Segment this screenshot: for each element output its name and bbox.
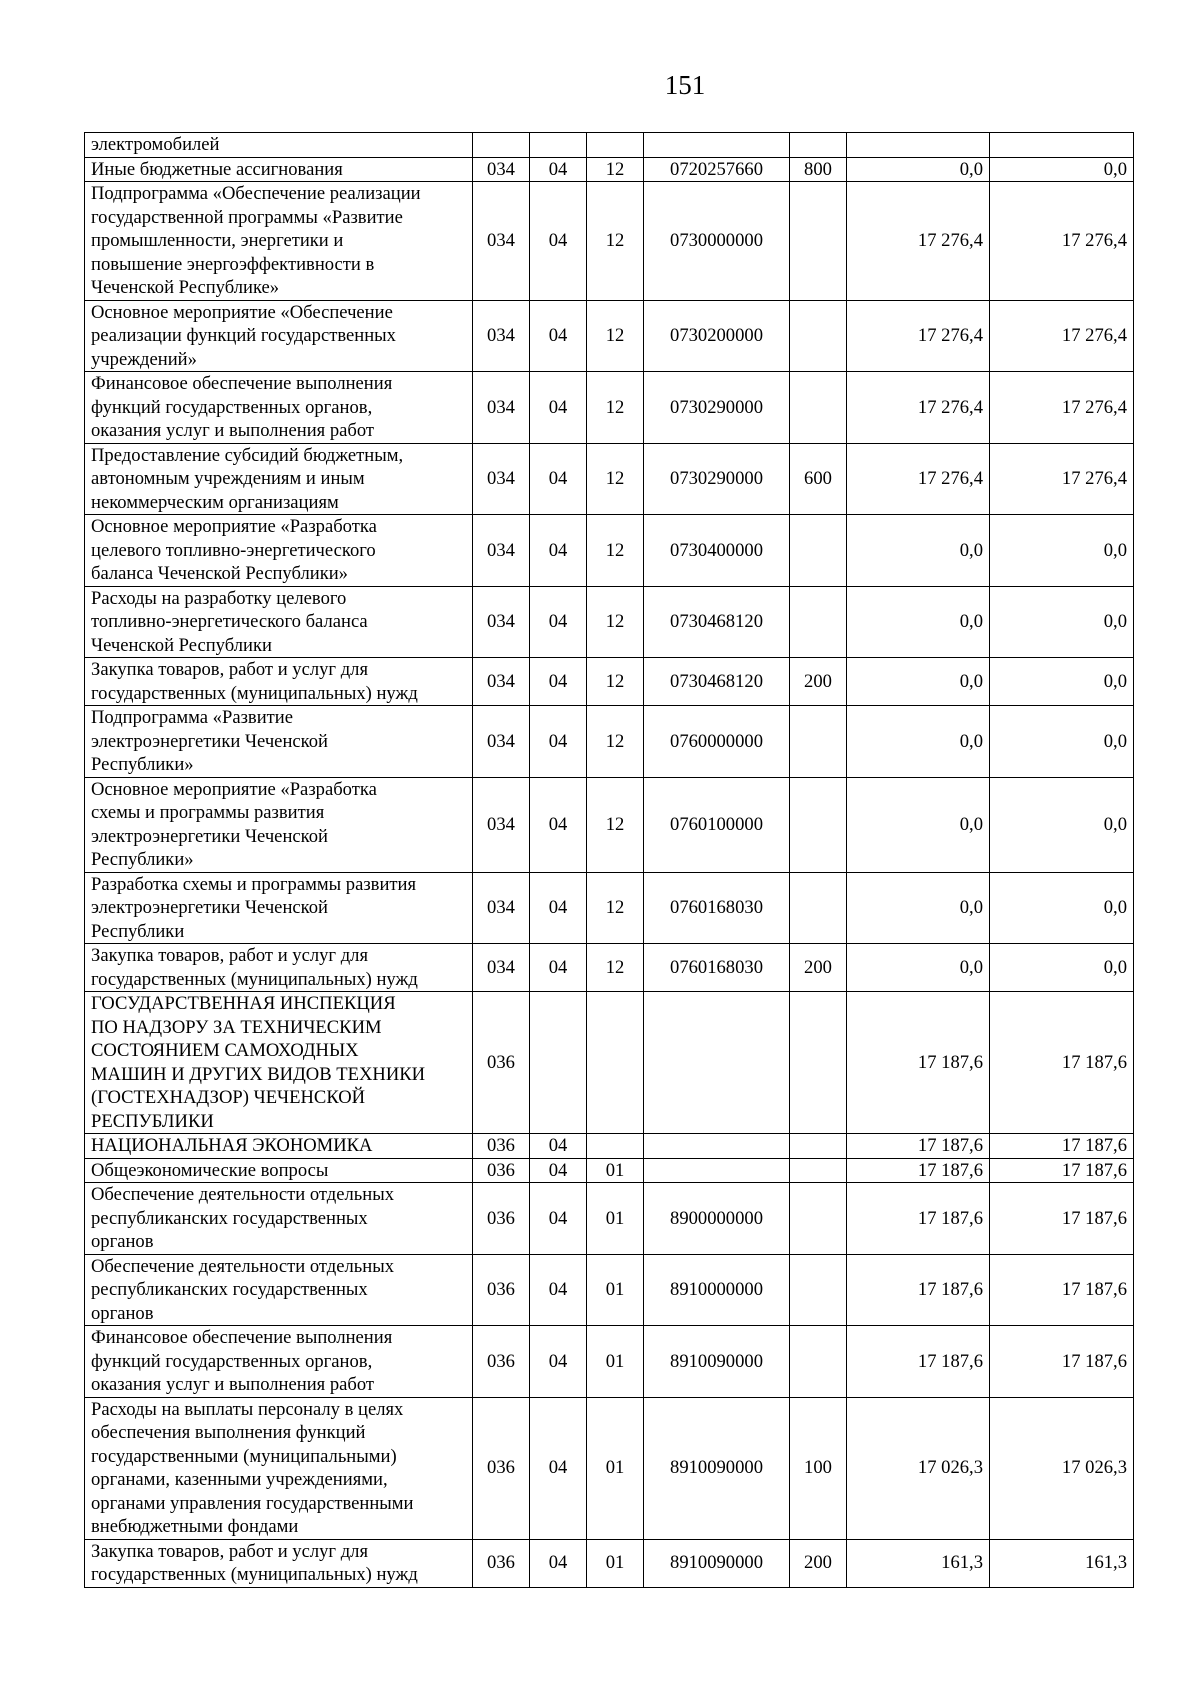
table-row — [85, 1326, 1134, 1398]
row-name-cell: Закупка товаров, работ и услуг для государственных (муниципальных) нужд — [85, 944, 473, 992]
target-article-cell: 0760168030 — [644, 872, 790, 944]
admin-code-cell: 036 — [473, 1539, 530, 1587]
amount-year2-cell: 17 187,6 — [990, 1254, 1134, 1326]
budget-table — [84, 132, 1134, 1588]
table-row — [85, 992, 1134, 1134]
amount-year2-cell: 0,0 — [990, 658, 1134, 706]
expense-type-cell: 800 — [790, 157, 847, 182]
amount-year1-cell — [847, 133, 990, 158]
admin-code-cell: 034 — [473, 443, 530, 515]
amount-year2-cell: 17 187,6 — [990, 992, 1134, 1134]
subsection-code-cell — [587, 133, 644, 158]
table-row — [85, 1183, 1134, 1255]
admin-code-cell: 036 — [473, 1326, 530, 1398]
section-code-cell: 04 — [530, 1397, 587, 1539]
row-name-cell: Финансовое обеспечение выполнения функций государственных органов, оказания услуг и выполнения работ — [85, 1326, 473, 1398]
expense-type-cell — [790, 372, 847, 444]
row-name-cell: Основное мероприятие «Разработка схемы и программы развития электроэнергетики Чеченской Республики» — [85, 777, 473, 872]
section-code-cell: 04 — [530, 1134, 587, 1159]
subsection-code-cell: 01 — [587, 1539, 644, 1587]
row-name-cell: Закупка товаров, работ и услуг для государственных (муниципальных) нужд — [85, 658, 473, 706]
table-row — [85, 133, 1134, 158]
section-code-cell: 04 — [530, 944, 587, 992]
amount-year1-cell: 17 187,6 — [847, 1134, 990, 1159]
subsection-code-cell: 12 — [587, 443, 644, 515]
table-row — [85, 182, 1134, 301]
amount-year2-cell: 17 276,4 — [990, 300, 1134, 372]
section-code-cell: 04 — [530, 706, 587, 778]
row-name-cell: электромобилей — [85, 133, 473, 158]
amount-year1-cell: 0,0 — [847, 872, 990, 944]
admin-code-cell: 034 — [473, 515, 530, 587]
amount-year1-cell: 17 026,3 — [847, 1397, 990, 1539]
admin-code-cell: 036 — [473, 992, 530, 1134]
section-code-cell: 04 — [530, 777, 587, 872]
amount-year2-cell: 0,0 — [990, 586, 1134, 658]
section-code-cell: 04 — [530, 1183, 587, 1255]
amount-year1-cell: 17 187,6 — [847, 992, 990, 1134]
admin-code-cell: 034 — [473, 872, 530, 944]
admin-code-cell: 034 — [473, 586, 530, 658]
amount-year2-cell: 17 187,6 — [990, 1183, 1134, 1255]
target-article-cell: 0730400000 — [644, 515, 790, 587]
row-name-cell: Разработка схемы и программы развития электроэнергетики Чеченской Республики — [85, 872, 473, 944]
section-code-cell: 04 — [530, 1254, 587, 1326]
row-name-cell: ГОСУДАРСТВЕННАЯ ИНСПЕКЦИЯ ПО НАДЗОРУ ЗА ТЕХНИЧЕСКИМ СОСТОЯНИЕМ САМОХОДНЫХ МАШИН И ДРУГИХ ВИДОВ ТЕХНИКИ (ГОСТЕХНАДЗОР) ЧЕЧЕНСКОЙ РЕСПУБЛИКИ — [85, 992, 473, 1134]
table-row — [85, 706, 1134, 778]
subsection-code-cell: 12 — [587, 872, 644, 944]
row-name-cell: НАЦИОНАЛЬНАЯ ЭКОНОМИКА — [85, 1134, 473, 1159]
section-code-cell: 04 — [530, 515, 587, 587]
target-article-cell: 0730468120 — [644, 586, 790, 658]
subsection-code-cell: 01 — [587, 1326, 644, 1398]
section-code-cell: 04 — [530, 443, 587, 515]
amount-year1-cell: 161,3 — [847, 1539, 990, 1587]
table-row — [85, 157, 1134, 182]
amount-year1-cell: 17 276,4 — [847, 182, 990, 301]
admin-code-cell: 034 — [473, 944, 530, 992]
amount-year2-cell: 17 187,6 — [990, 1134, 1134, 1159]
target-article-cell: 0730200000 — [644, 300, 790, 372]
section-code-cell: 04 — [530, 372, 587, 444]
expense-type-cell — [790, 300, 847, 372]
target-article-cell: 0760000000 — [644, 706, 790, 778]
amount-year2-cell: 17 276,4 — [990, 182, 1134, 301]
admin-code-cell: 034 — [473, 157, 530, 182]
subsection-code-cell: 12 — [587, 586, 644, 658]
expense-type-cell — [790, 133, 847, 158]
admin-code-cell: 036 — [473, 1158, 530, 1183]
section-code-cell: 04 — [530, 300, 587, 372]
target-article-cell: 0720257660 — [644, 157, 790, 182]
table-row — [85, 1134, 1134, 1159]
section-code-cell: 04 — [530, 182, 587, 301]
target-article-cell: 8900000000 — [644, 1183, 790, 1255]
section-code-cell: 04 — [530, 1326, 587, 1398]
expense-type-cell: 100 — [790, 1397, 847, 1539]
table-row — [85, 1158, 1134, 1183]
expense-type-cell — [790, 706, 847, 778]
section-code-cell: 04 — [530, 1158, 587, 1183]
table-row — [85, 443, 1134, 515]
amount-year2-cell — [990, 133, 1134, 158]
table-row — [85, 586, 1134, 658]
section-code-cell — [530, 992, 587, 1134]
row-name-cell: Иные бюджетные ассигнования — [85, 157, 473, 182]
expense-type-cell — [790, 586, 847, 658]
amount-year1-cell: 17 276,4 — [847, 443, 990, 515]
target-article-cell: 0760168030 — [644, 944, 790, 992]
amount-year2-cell: 17 276,4 — [990, 372, 1134, 444]
section-code-cell: 04 — [530, 586, 587, 658]
page-number: 151 — [664, 70, 706, 100]
row-name-cell: Обеспечение деятельности отдельных республиканских государственных органов — [85, 1183, 473, 1255]
admin-code-cell: 036 — [473, 1397, 530, 1539]
expense-type-cell — [790, 1326, 847, 1398]
admin-code-cell: 036 — [473, 1134, 530, 1159]
table-row — [85, 372, 1134, 444]
subsection-code-cell: 01 — [587, 1397, 644, 1539]
target-article-cell: 0730290000 — [644, 372, 790, 444]
section-code-cell: 04 — [530, 157, 587, 182]
amount-year2-cell: 0,0 — [990, 777, 1134, 872]
section-code-cell: 04 — [530, 1539, 587, 1587]
admin-code-cell: 034 — [473, 777, 530, 872]
section-code-cell: 04 — [530, 658, 587, 706]
amount-year2-cell: 0,0 — [990, 515, 1134, 587]
row-name-cell: Подпрограмма «Обеспечение реализации государственной программы «Развитие промышленности, энергетики и повышение энергоэффективности в Чеченской Республике» — [85, 182, 473, 301]
table-row — [85, 658, 1134, 706]
amount-year1-cell: 17 187,6 — [847, 1254, 990, 1326]
row-name-cell: Предоставление субсидий бюджетным, автономным учреждениям и иным некоммерческим организациям — [85, 443, 473, 515]
amount-year1-cell: 17 187,6 — [847, 1326, 990, 1398]
amount-year2-cell: 17 187,6 — [990, 1158, 1134, 1183]
amount-year1-cell: 0,0 — [847, 157, 990, 182]
expense-type-cell — [790, 1183, 847, 1255]
target-article-cell — [644, 1158, 790, 1183]
table-row — [85, 1539, 1134, 1587]
amount-year1-cell: 17 187,6 — [847, 1183, 990, 1255]
row-name-cell: Подпрограмма «Развитие электроэнергетики Чеченской Республики» — [85, 706, 473, 778]
section-code-cell: 04 — [530, 872, 587, 944]
table-row — [85, 944, 1134, 992]
admin-code-cell — [473, 133, 530, 158]
amount-year1-cell: 0,0 — [847, 777, 990, 872]
expense-type-cell — [790, 515, 847, 587]
target-article-cell: 0730468120 — [644, 658, 790, 706]
target-article-cell: 8910090000 — [644, 1397, 790, 1539]
target-article-cell: 8910090000 — [644, 1539, 790, 1587]
subsection-code-cell — [587, 1134, 644, 1159]
amount-year1-cell: 0,0 — [847, 515, 990, 587]
expense-type-cell — [790, 992, 847, 1134]
target-article-cell: 0730000000 — [644, 182, 790, 301]
amount-year2-cell: 17 026,3 — [990, 1397, 1134, 1539]
amount-year2-cell: 161,3 — [990, 1539, 1134, 1587]
admin-code-cell: 034 — [473, 372, 530, 444]
row-name-cell: Основное мероприятие «Разработка целевого топливно-энергетического баланса Чеченской Республики» — [85, 515, 473, 587]
subsection-code-cell: 12 — [587, 182, 644, 301]
subsection-code-cell: 12 — [587, 777, 644, 872]
amount-year1-cell: 17 276,4 — [847, 300, 990, 372]
admin-code-cell: 036 — [473, 1183, 530, 1255]
amount-year1-cell: 17 187,6 — [847, 1158, 990, 1183]
admin-code-cell: 034 — [473, 658, 530, 706]
table-row — [85, 1397, 1134, 1539]
target-article-cell — [644, 133, 790, 158]
row-name-cell: Закупка товаров, работ и услуг для государственных (муниципальных) нужд — [85, 1539, 473, 1587]
expense-type-cell — [790, 1158, 847, 1183]
amount-year1-cell: 17 276,4 — [847, 372, 990, 444]
amount-year1-cell: 0,0 — [847, 586, 990, 658]
amount-year2-cell: 0,0 — [990, 944, 1134, 992]
row-name-cell: Основное мероприятие «Обеспечение реализации функций государственных учреждений» — [85, 300, 473, 372]
section-code-cell — [530, 133, 587, 158]
expense-type-cell: 200 — [790, 658, 847, 706]
amount-year2-cell: 0,0 — [990, 872, 1134, 944]
subsection-code-cell: 12 — [587, 372, 644, 444]
table-row — [85, 1254, 1134, 1326]
amount-year1-cell: 0,0 — [847, 706, 990, 778]
subsection-code-cell: 12 — [587, 658, 644, 706]
amount-year2-cell: 17 276,4 — [990, 443, 1134, 515]
admin-code-cell: 036 — [473, 1254, 530, 1326]
amount-year1-cell: 0,0 — [847, 658, 990, 706]
expense-type-cell — [790, 872, 847, 944]
subsection-code-cell: 12 — [587, 944, 644, 992]
admin-code-cell: 034 — [473, 182, 530, 301]
subsection-code-cell: 12 — [587, 300, 644, 372]
target-article-cell — [644, 1134, 790, 1159]
expense-type-cell: 200 — [790, 944, 847, 992]
expense-type-cell: 600 — [790, 443, 847, 515]
row-name-cell: Обеспечение деятельности отдельных республиканских государственных органов — [85, 1254, 473, 1326]
table-row — [85, 300, 1134, 372]
expense-type-cell — [790, 1134, 847, 1159]
target-article-cell: 0760100000 — [644, 777, 790, 872]
subsection-code-cell: 12 — [587, 706, 644, 778]
expense-type-cell: 200 — [790, 1539, 847, 1587]
target-article-cell — [644, 992, 790, 1134]
amount-year2-cell: 0,0 — [990, 157, 1134, 182]
subsection-code-cell: 01 — [587, 1183, 644, 1255]
subsection-code-cell: 01 — [587, 1254, 644, 1326]
table-row — [85, 872, 1134, 944]
amount-year1-cell: 0,0 — [847, 944, 990, 992]
table-row — [85, 777, 1134, 872]
row-name-cell: Расходы на выплаты персоналу в целях обеспечения выполнения функций государственными (муниципальными) органами, казенными учреждениями, органами управления государственными внебюджетными фондами — [85, 1397, 473, 1539]
target-article-cell: 8910000000 — [644, 1254, 790, 1326]
row-name-cell: Общеэкономические вопросы — [85, 1158, 473, 1183]
target-article-cell: 0730290000 — [644, 443, 790, 515]
row-name-cell: Расходы на разработку целевого топливно-энергетического баланса Чеченской Республики — [85, 586, 473, 658]
subsection-code-cell — [587, 992, 644, 1134]
row-name-cell: Финансовое обеспечение выполнения функций государственных органов, оказания услуг и выполнения работ — [85, 372, 473, 444]
amount-year2-cell: 17 187,6 — [990, 1326, 1134, 1398]
amount-year2-cell: 0,0 — [990, 706, 1134, 778]
admin-code-cell: 034 — [473, 300, 530, 372]
table-row — [85, 515, 1134, 587]
expense-type-cell — [790, 777, 847, 872]
target-article-cell: 8910090000 — [644, 1326, 790, 1398]
subsection-code-cell: 12 — [587, 157, 644, 182]
expense-type-cell — [790, 1254, 847, 1326]
subsection-code-cell: 12 — [587, 515, 644, 587]
subsection-code-cell: 01 — [587, 1158, 644, 1183]
admin-code-cell: 034 — [473, 706, 530, 778]
expense-type-cell — [790, 182, 847, 301]
budget-table-body — [85, 133, 1134, 1588]
